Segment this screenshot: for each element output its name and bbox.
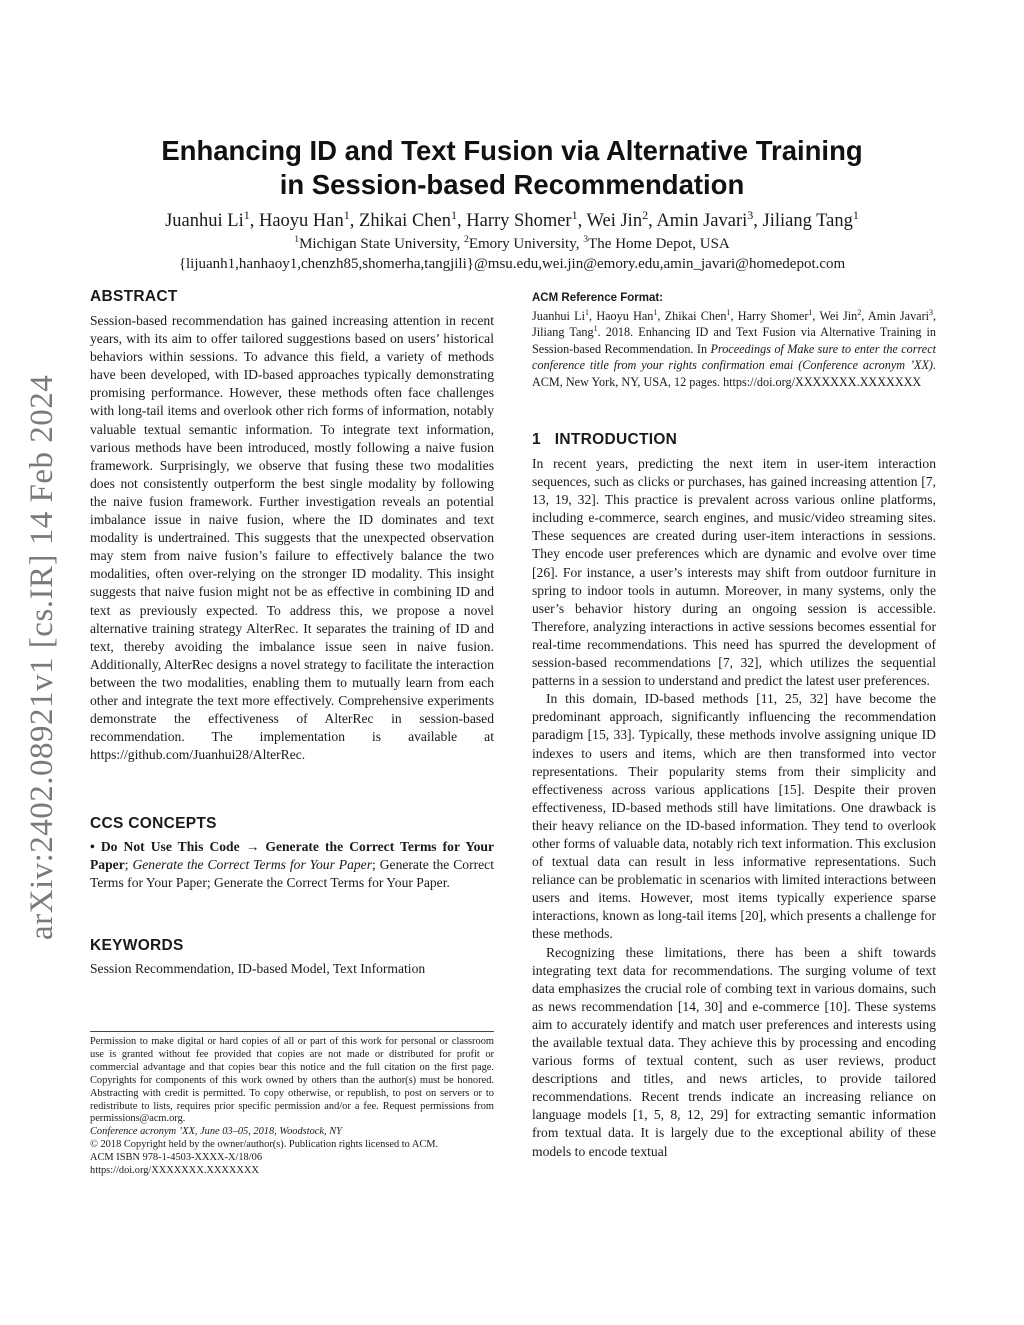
ccs-rest: ; Generate the Correct Terms for Your Paper; Generate the Correct Terms for Your Paper. <box>90 857 494 891</box>
author-list: Juanhui Li$^1$, Haoyu Han$^1$, Zhikai Chen$^1$, Harry Shomer$^1$, Wei Jin$^2$, Amin Javari$^3$, Jiliang Tang$^1$ <box>165 207 859 231</box>
abstract-body <box>90 312 494 764</box>
acm-reference <box>532 290 936 390</box>
acm-reference-heading: ACM Reference Format: <box>532 292 663 304</box>
footnote <box>90 1036 494 1178</box>
intro-paragraph-1: In recent years, predicting the next item in user-item interaction sequences, such as clicks or purchases, has gained increasing attention [7, 13, 19, 32]. This practice is prevalent across various online platforms, including e-commerce, search engines, and music/video streaming sites. These sequences are created during user-item interactions in sessions. They encode user preferences which are dynamic and evolve over time [26]. For instance, a user’s interests may shift from outdoor furniture in spring to indoor tools in autumn. Moreover, in many systems, only the user’s behavior history during an ongoing session is accessible. Therefore, analyzing interactions in active sessions becomes essential for real-time recommendations. This need has spurred the development of session-based recommendations [7, 32], which utilizes the sequential patterns in a session to understand and predict the latest user preferences. <box>532 456 936 689</box>
ccs-bullet: • <box>90 839 95 854</box>
keywords-body <box>90 960 494 978</box>
author: Harry Shomer$^1$ <box>466 207 578 231</box>
author: Juanhui Li$^1$ <box>165 207 250 231</box>
acm-reference-text: Juanhui Li$^1$, Haoyu Han$^1$, Zhikai Chen$^1$, Harry Shomer$^1$, Wei Jin$^2$, Amin Javari$^3$, Jiliang Tang$^1$. 2018. Enhancing ID and Text Fusion via Alternative Training in Session-based Recommendation. In Proceedings of Make sure to enter the correct conference title from your rights confirmation emai (Conference acronym ’XX). ACM, New York, NY, USA, 12 pages. https://doi.org/XXXXXXX.XXXXXXX <box>532 307 937 389</box>
author: Wei Jin$^2$ <box>586 207 649 231</box>
isbn-line: ACM ISBN 978-1-4503-XXXX-X/18/06 <box>90 1152 263 1164</box>
author: Jiliang Tang$^1$ <box>762 207 859 231</box>
ccs-concepts: • Do Not Use This Code → Generate the Correct Terms for Your Paper; Generate the Correct Terms for Your Paper; Generate the Correct Terms for Your Paper; Generate the Correct Terms for Your Paper. <box>90 839 494 891</box>
intro-paragraph-3: Recognizing these limitations, there has been a shift towards integrating text data for recommendations. The surging volume of text data emphasizes the crucial role of combing text in various domains, such as news recommendation [14, 30] and e-commerce [10]. These systems aim to accurately identify and match user preferences and interests using the available textual data. They achieve this by processing and encoding various forms of textual content, such as user reviews, product descriptions and titles, and news articles, to provide tailored recommendations. Recent trends indicate an increasing reliance on language models [1, 5, 8, 12, 29] for extracting semantic information from textual data. It is largely due to the exceptional ability of these models to encode textual <box>532 944 936 1159</box>
title-line-1: Enhancing ID and Text Fusion via Alternative Training <box>161 135 863 166</box>
abstract-heading: ABSTRACT <box>90 288 178 305</box>
permission-notice: Permission to make digital or hard copies of all or part of this work for personal or classroom use is granted without fee provided that copies are not made or distributed for profit or commercial advantage and that copies bear this notice and the full citation on the first page. Copyrights for components of this work owned by others than the author(s) must be honored. Abstracting with credit is permitted. To copy otherwise, or republish, to post on servers or to redistribute to lists, requires prior specific permission and/or a fee. Request permissions from permissions@acm.org. <box>90 1036 494 1125</box>
ccs-bold-term: Do Not Use This Code → Generate the Correct Terms for Your Paper <box>90 839 494 873</box>
copyright-line: © 2018 Copyright held by the owner/author(s). Publication rights licensed to ACM. <box>90 1139 439 1151</box>
title-line-2: in Session-based Recommendation <box>279 169 745 200</box>
ccs-italic-term: Generate the Correct Terms for Your Paper <box>132 857 373 873</box>
abstract-text: Session-based recommendation has gained increasing attention in recent years, with its aim to offer tailored suggestions based on users’ historical behaviors within sessions. To advance this field, a variety of methods have been developed, with ID-based approaches typically demonstrating promising performance. However, these methods often face challenges with long-tail items and overlook other rich forms of information, notably valuable textual semantic information. To integrate text information, various methods have been introduced, mostly following a naive fusion framework. Surprisingly, we observe that fusing these two modalities does not consistently outperform the best single modality by following the naive fusion framework. Further investigation reveals an potential imbalance issue in naive fusion, where the ID dominates and text modality is undertrained. This suggests that the unexpected observation may stem from naive fusion’s failure to effectively balance the two modalities, often over-relying on the stronger ID modality. This insight suggests that naive fusion might not be as effective in combining ID and text as previously expected. To address this, we propose a novel alternative training strategy AlterRec. It separates the training of ID and text, thereby avoiding the imbalance issue seen in naive fusion. Additionally, AlterRec designs a novel strategy to facilitate the interaction between the two modalities, enabling them to mutually learn from each other and integrate the text more effectively. Comprehensive experiments demonstrate the effectiveness of AlterRec in session-based recommendation. The implementation is available at https://github.com/Juanhui28/AlterRec. <box>90 313 494 763</box>
author: Haoyu Han$^1$ <box>258 207 350 231</box>
conference-line: Conference acronym ’XX, June 03–05, 2018, Woodstock, NY <box>90 1126 342 1138</box>
footnote-rule <box>90 1031 494 1032</box>
keywords-heading: KEYWORDS <box>90 937 184 954</box>
intro-heading: 1 INTRODUCTION <box>532 431 678 448</box>
paper-title <box>0 134 1024 202</box>
author: Amin Javari$^3$ <box>656 207 754 231</box>
author-emails: {lijuanh1,hanhaoy1,chenzh85,shomerha,tangjili}@msu.edu,wei.jin@emory.edu,amin_javari@homedepot.com <box>178 256 846 272</box>
keywords-text: Session Recommendation, ID-based Model, Text Information <box>90 961 426 976</box>
doi-line: https://doi.org/XXXXXXX.XXXXXXX <box>90 1165 259 1177</box>
intro-paragraph-2: In this domain, ID-based methods [11, 25, 32] have become the predominant approach, significantly influencing the recommendation paradigm [15, 33]. Typically, these methods involve assigning unique ID indexes to users and items, which are then transformed into vector representations. Their popularity stems from their simplicity and effectiveness across various applications [15]. Despite their proven effectiveness, ID-based methods still have limitations. One drawback is their heavy reliance on the ID-based information. They tend to overlook other forms of valuable data, notably rich text information. This exclusion of textual data can result in less informative representations. Such reliance can be problematic in scenarios with limited interactions between users and items. However, most items typically experience sparse interactions, known as long-tail items [20], which presents a challenge for these methods. <box>532 691 936 942</box>
affiliations: $^1$Michigan State University, $^2$Emory University, $^3$The Home Depot, USA <box>294 234 730 252</box>
ccs-heading: CCS CONCEPTS <box>90 815 217 832</box>
intro-body <box>532 455 936 1161</box>
arxiv-stamp: arXiv:2402.08921v1 [cs.IR] 14 Feb 2024 <box>24 374 60 940</box>
author: Zhikai Chen$^1$ <box>359 207 458 231</box>
